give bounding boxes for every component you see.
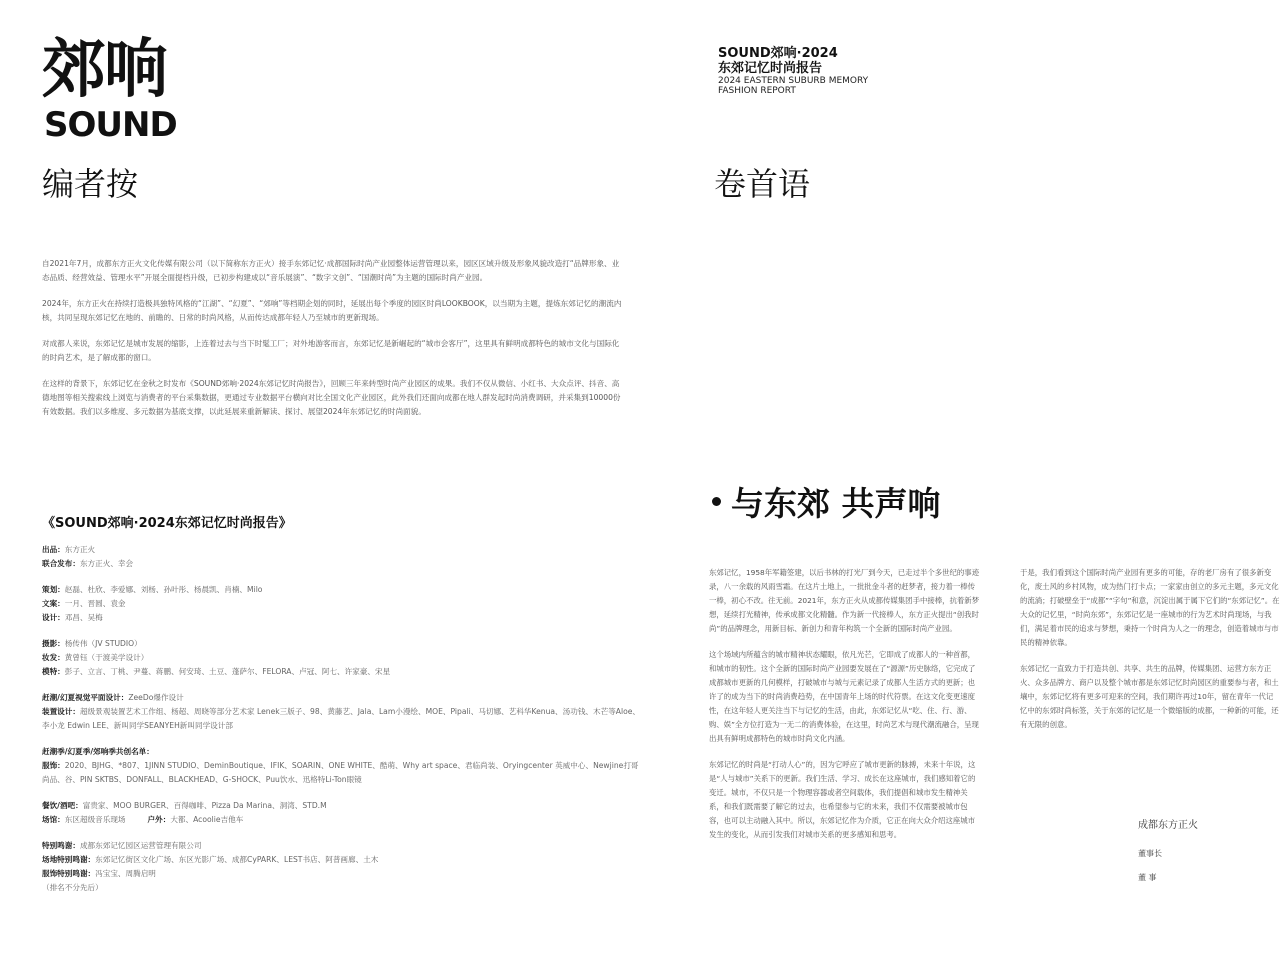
credit-row [42, 867, 642, 881]
credit-row [42, 839, 642, 853]
credit-row [42, 705, 642, 733]
credit-label: 特别鸣谢： [42, 841, 80, 850]
credit-label: 出品： [42, 545, 65, 554]
credit-value: 黄曾钰（于渡美学设计） [64, 653, 149, 662]
credit-label: 摄影： [42, 639, 65, 648]
credit-value: 2020、BJHG、*807、1JINN STUDIO、DeminBoutique、IFIK、SOARIN、ONE WHITE、酷萌、Why art space、君临尚装、Oryingcenter 英威中心、Newjine打哥尚品、谷、PIN SKTBS、DONFALL、BLACKHEAD、G-SHOCK、Puu饮水、迅格特Li-Ton眼镜 [42, 761, 639, 784]
page-heading-foreword: 卷首语 [714, 165, 811, 203]
credit-value: 超级景观装置艺术工作组、杨超、周晓等部分艺术家 Lenek三版子、98、黄藤艺、Jala、Lam小漫绘、MOE、Pipali、马切娜、艺科华Kenua、汤功钱、木芒等Aloe、李小龙 Edwin LEE、新叫同学SEANYEH新叫同学设计部 [42, 707, 641, 730]
credit-label: 场地特别鸣谢： [42, 855, 96, 864]
credit-row [42, 651, 642, 665]
foreword-paragraph: 东郊记忆，1958年军籍签建，以后书林的打光厂到今天，已走过半个多世纪的事迹录，八一余载的风雨雪霜。在这片土地上，一批批金斗者的赶梦者，接力着一棒传一棒，初心不改。往无前。2021年，东方正火从成都传媒集团手中接棒，抗着新梦想，延续打光精神，传承成都文化精髓。作为新一代接棒人，东方正火提出“创我时尚”的品牌理念，用新目标、新创力和青年构筑一个全新的国际时尚产业园。 [709, 568, 980, 633]
credit-row [42, 745, 642, 759]
credit-label: 餐饮/酒吧： [42, 801, 83, 810]
credit-label: 策划： [42, 585, 65, 594]
credit-group-cocreation [42, 745, 642, 787]
credit-group-venues [42, 799, 642, 827]
report-header-english-1: 2024 EASTERN SUBURB MEMORY [718, 76, 869, 86]
signature-director: 董 事 [1138, 873, 1157, 882]
foreword-paragraph: 这个场域内所蕴含的城市精神状态耀眼，依凡光芒，它即成了成都人的一种首都，和城市的韧性。这个全新的国际时尚产业园要发展在了“源源”历史脉络，它完成了成都城市更新的几何模样，打破城市与城与元素记录了成都人生活方式的更新；也许了的成为当下的时尚消费趋势，在中国青年上场的时代符票。在这文化变更速度性，在这年轻人更关注当下与记忆的生活，由此，东郊记忆从“吃、住、行、游、购、娱”全方位打造为一无二的消费体验，在这里，时尚艺术与现代潮流融合，呈现出具有鲜明成都特色的城市时尚文化内涵。 [709, 650, 979, 743]
intro-paragraph-4: 在这样的背景下，东郊记忆在金秋之时发布《SOUND郊响·2024东郊记忆时尚报告》，回顾三年来转型时尚产业园区的成果。我们不仅从微信、小红书、大众点评、抖音、高德地图等相关搜索线上浏览与消费者的平台采集数据，更通过专业数据平台横向对比全国文化产业园区，此外我们还面向成都在地人群发起时尚消费调研，并采集到10000份有效数据。我们以多维度、多元数据为基底支撑，以此延展来重新解读、探讨、展望2024年东郊记忆的时尚面貌。 [42, 379, 621, 416]
credit-row [42, 813, 642, 827]
credit-label: 服饰： [42, 761, 65, 770]
report-title: 《SOUND郊响·2024东郊记忆时尚报告》 [42, 516, 292, 531]
credit-row [42, 691, 642, 705]
credit-group-publisher [42, 543, 642, 571]
credit-label: 户外： [147, 815, 171, 824]
report-header [718, 46, 868, 96]
logo-english: SOUND [44, 105, 177, 145]
credit-row [42, 853, 642, 867]
credit-group-planning [42, 583, 642, 625]
report-credits [42, 512, 642, 895]
foreword-paragraph: 东郊记忆一直致力于打造共创、共享、共生的品牌，传媒集团、运营方东方正火、众多品牌方、商户以及整个城市都是东郊记忆时尚园区的重要参与者，和土壤中，东郊记忆将有更多可迎来的空间，我们期许再过10年，留在青年一代记忆中的东郊时尚标签，关于东郊的记忆是一个微缩版的成都，一种新的可能，还有无限的创意。 [1020, 664, 1279, 729]
intro-paragraph-2: 2024年，东方正火在持续打造极具独特风格的“江湖”、“幻夏”、“郊响”等档期企划的同时，延展出每个季度的园区时尚LOOKBOOK，以当期为主题，提炼东郊记忆的潮流内核，共同呈现东郊记忆在地的、前瞻的、日常的时尚风格，从而传达成都年轻人乃至城市的更新现场。 [42, 299, 622, 322]
foreword-column-1 [709, 566, 981, 854]
credit-value: 冯宝宝、周腾启明 [95, 869, 156, 878]
intro-paragraph-1: 自2021年7月，成都东方正火文化传媒有限公司（以下简称东方正火）接手东郊记忆·成都国际时尚产业园整体运营管理以来，园区区域升级及形象风貌改造打“品牌形象、业态品质、经营效益、管理水平”开展全面提档升级，已初步构建成以“音乐展演”、“数字文创”、“国潮时尚”为主题的国际时尚产业园。 [42, 259, 620, 282]
credit-value: 杨传伟（JV STUDIO） [64, 639, 142, 648]
credit-row [42, 597, 642, 611]
credit-label: 场馆： [42, 815, 65, 824]
credit-value: 东区超级音乐现场 [64, 815, 126, 824]
logo-chinese: 郊响 [42, 33, 166, 107]
credit-value: 大都、Acoolie吉他车 [170, 815, 244, 824]
credit-label: 服饰特别鸣谢： [42, 869, 96, 878]
credit-label: 赶潮/幻夏视觉平面设计： [42, 693, 129, 702]
credit-label: 赶潮季/幻夏季/郊响季共创名单： [42, 747, 154, 756]
signature-organization: 成都东方正火 [1138, 820, 1198, 831]
credit-value: 成都东郊记忆园区运营管理有限公司 [79, 841, 202, 850]
credit-value: 赵磊、杜欣、李爱娜、刘杨、孙叶彤、杨晨凯、肖楠、Milo [64, 585, 263, 594]
credit-value: 彭子、立言、丁桃、尹蔓、蒋鹏、何安琦、土豆、蓬萨尔、FELORA、卢冠、阿七、许家豪、宋星 [64, 667, 391, 676]
credit-group-design [42, 691, 642, 733]
report-header-title: SOUND郊响·2024 [718, 46, 838, 61]
credit-label: 设计： [42, 613, 65, 622]
credit-row [42, 557, 642, 571]
credit-label: 文案： [42, 599, 65, 608]
intro-paragraph-3: 对成都人来说，东郊记忆是城市发展的缩影，上连着过去与当下时髦工厂；对外地游客而言，东郊记忆是新崛起的“城市会客厅”，这里具有鲜明成都特色的城市文化与国际化的时尚艺术，是了解成都的窗口。 [42, 339, 620, 362]
credit-label: 联合发布： [42, 559, 80, 568]
credit-row [42, 799, 642, 813]
credit-value: 邓昌、吴梅 [64, 613, 103, 622]
credit-row [42, 637, 642, 651]
foreword-paragraph: 东郊记忆的时尚是“打动人心”的，因为它呼应了城市更新的脉搏，未来十年说，这是“人与城市”关系下的更新。我们生活、学习、成长在这座城市，我们感知着它的变迁。城市，不仅只是一个物理容器或者空间载体，我们提倡和城市发生精神关系，和我们既需要了解它的过去，也希望参与它的未来，我们不仅需要被城市包容，也可以主动融入其中。所以，东郊记忆作为介质，它正在向大众介绍这座城市发生的变化，从而引发我们对城市关系的更多感知和思考。 [709, 760, 976, 839]
credit-row [42, 583, 642, 597]
page-heading-editor-note: 编者按 [42, 165, 139, 203]
credit-value: 富贵家、MOO BURGER、百得咖啡、Pizza Da Marina、洞湾、STD.M [82, 801, 327, 810]
intro-text [42, 257, 622, 431]
credit-value: ZeeDo爆作设计 [128, 693, 184, 702]
report-header-subtitle: 东郊记忆时尚报告 [718, 61, 823, 76]
credit-value: 东郊记忆街区文化广场、东区光影广场、成都CyPARK、LEST书店、阿普画廊、土木 [95, 855, 379, 864]
credit-group-thanks [42, 839, 642, 895]
credit-value: 一月、晋圆、袁金 [64, 599, 126, 608]
report-header-english-2: FASHION REPORT [718, 86, 796, 96]
credit-row [42, 759, 642, 787]
ranking-note: （排名不分先后） [42, 883, 103, 892]
signature-chairman: 董事长 [1138, 849, 1162, 858]
credit-label: 模特： [42, 667, 65, 676]
slogan [712, 478, 941, 525]
credit-label: 装置设计： [42, 707, 80, 716]
slogan-text: 与东郊 共声响 [731, 484, 941, 523]
credit-value: 东方正火 [64, 545, 96, 554]
credit-row [42, 611, 642, 625]
credit-value: 东方正火、幸会 [79, 559, 134, 568]
credit-row [42, 543, 642, 557]
foreword-paragraph: 于是，我们看到这个国际时尚产业园有更多的可能，存的老厂房有了很多新变化，废土风的乡村风物，成为热门打卡点；一家家由创立的多元主题，多元文化的流淌；打破壁垒于“成都”“字句”和意，沉淀出属于属下它们的“东郊记忆”。在大众的记忆里，“时尚东郊”，东郊记忆是一座城市的行为艺术时尚现场，与我们，满足着市民的追求与梦想，秉持一个时尚为人之一的理念，创造着城市与市民的精神依靠。 [1020, 568, 1280, 647]
bullet-dot-icon [712, 497, 721, 506]
credit-group-photo [42, 637, 642, 679]
credit-label: 妆发： [42, 653, 65, 662]
credit-row [42, 665, 642, 679]
